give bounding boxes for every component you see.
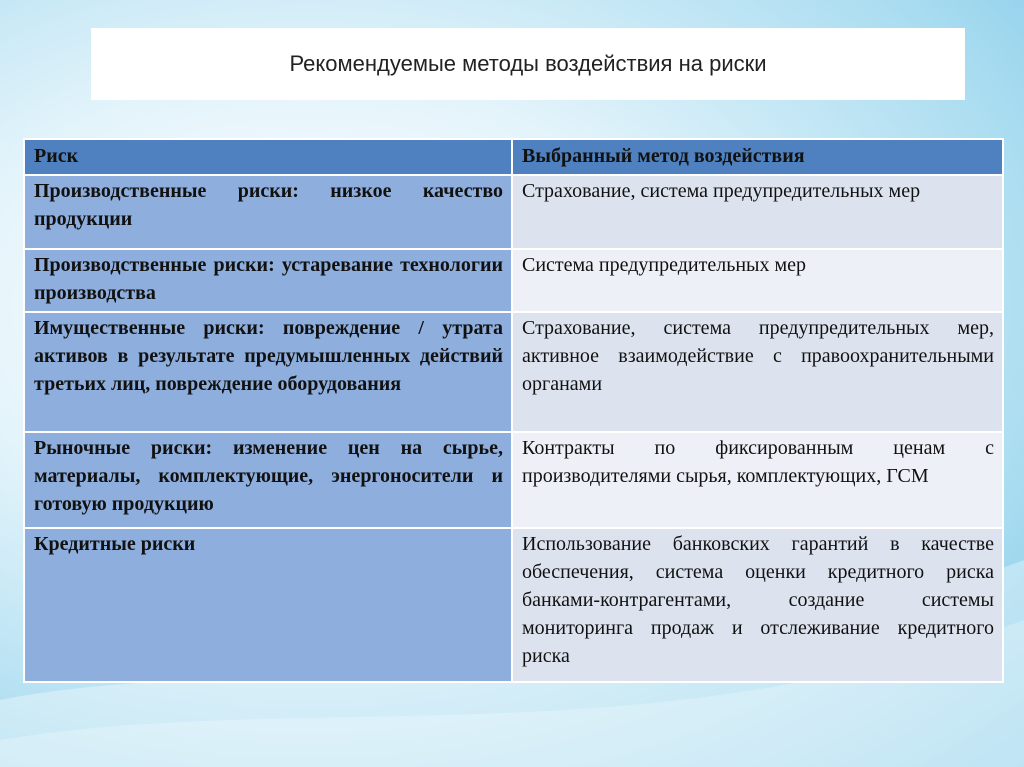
risk-cell: Производственные риски: низкое качество продукции bbox=[24, 175, 512, 249]
method-cell: Система предупредительных мер bbox=[512, 249, 1003, 312]
table-row bbox=[24, 528, 1003, 682]
table-row bbox=[24, 175, 1003, 249]
header-method: Выбранный метод воздействия bbox=[512, 139, 1003, 175]
slide-title: Рекомендуемые методы воздействия на риски bbox=[289, 51, 767, 76]
method-cell: Страхование, система предупредительных мер, активное взаимодействие с правоохранительными органами bbox=[512, 312, 1003, 432]
method-cell: Использование банковских гарантий в качестве обеспечения, система оценки кредитного риска банками-контрагентами, создание системы мониторинга продаж и отслеживание кредитного риска bbox=[512, 528, 1003, 682]
method-cell: Страхование, система предупредительных мер bbox=[512, 175, 1003, 249]
table-row bbox=[24, 432, 1003, 528]
table-row bbox=[24, 249, 1003, 312]
title-box bbox=[91, 28, 965, 100]
risk-methods-table bbox=[23, 138, 1004, 683]
risk-cell: Имущественные риски: повреждение / утрата активов в результате предумышленных действий третьих лиц, повреждение оборудования bbox=[24, 312, 512, 432]
method-cell: Контракты по фиксированным ценам с производителями сырья, комплектующих, ГСМ bbox=[512, 432, 1003, 528]
table-header-row bbox=[24, 139, 1003, 175]
risk-cell: Кредитные риски bbox=[24, 528, 512, 682]
risk-cell: Рыночные риски: изменение цен на сырье, материалы, комплектующие, энергоносители и готовую продукцию bbox=[24, 432, 512, 528]
header-risk: Риск bbox=[24, 139, 512, 175]
risk-cell: Производственные риски: устаревание технологии производства bbox=[24, 249, 512, 312]
table-row bbox=[24, 312, 1003, 432]
